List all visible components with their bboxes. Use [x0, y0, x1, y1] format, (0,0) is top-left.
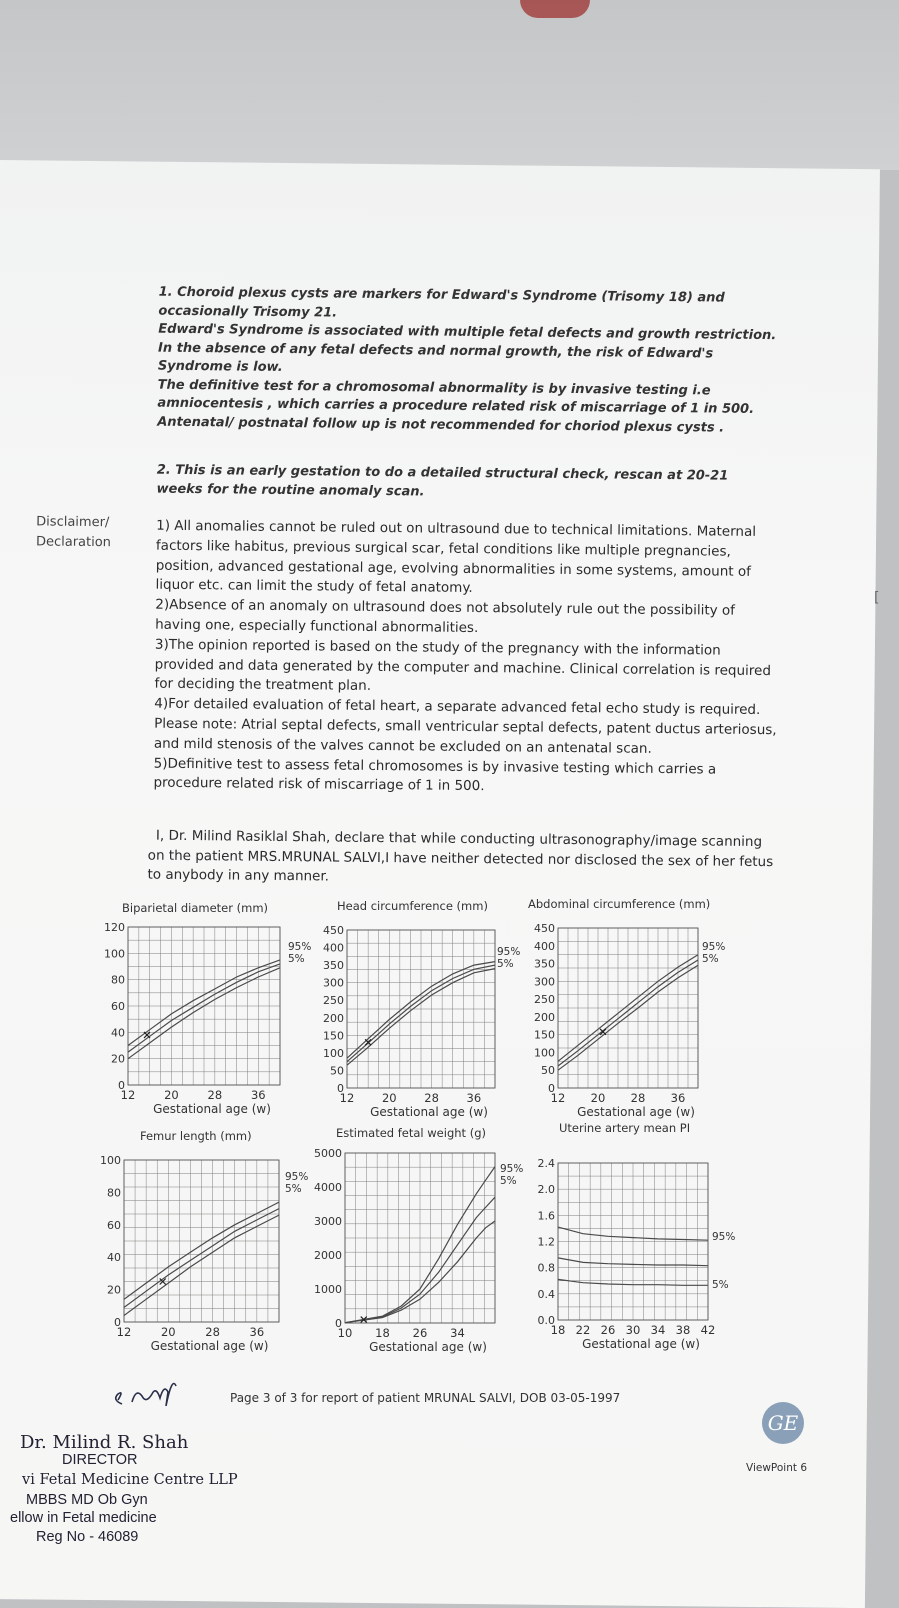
x-tick-label: 12: [116, 1325, 132, 1339]
page-footer: Page 3 of 3 for report of patient MRUNAL SALVI, DOB 03-05-1997: [230, 1391, 621, 1405]
x-tick-label: 28: [207, 1088, 223, 1102]
y-tick-label: 250: [534, 993, 555, 1007]
y-tick-label: 450: [323, 924, 344, 937]
note-1-line: Edward's Syndrome is associated with multiple fetal defects and growth restriction.: [158, 321, 777, 344]
edge-mark: [: [874, 590, 880, 606]
y-tick-label: 350: [534, 957, 555, 971]
measurement-marker: [144, 1032, 150, 1038]
disclaimer-item: 3)The opinion reported is based on the study of the pregnancy with the information provided and data generated by the computer and machine. Clinical correlation is required for deciding the treatment plan.: [154, 636, 772, 695]
y-tick-label: 0: [118, 1079, 125, 1092]
y-tick-label: 100: [100, 1154, 121, 1167]
doctor-title: DIRECTOR: [62, 1452, 138, 1468]
y-tick-label: 0: [335, 1317, 342, 1330]
x-tick-label: 28: [424, 1091, 439, 1105]
y-tick-label: 0: [548, 1082, 555, 1095]
doctor-centre: vi Fetal Medicine Centre LLP: [22, 1472, 238, 1488]
chart-title: Biparietal diameter (mm): [122, 901, 269, 915]
legend-95: 95%: [500, 1163, 524, 1175]
y-tick-label: 0: [337, 1082, 344, 1095]
disclaimer-label-1: Disclaimer/: [36, 514, 110, 531]
y-tick-label: 350: [323, 959, 344, 973]
x-tick-label: 20: [381, 1091, 397, 1105]
y-tick-label: 0.8: [537, 1261, 555, 1275]
note-2: 2. This is an early gestation to do a detailed structural check, rescan at 20-21 weeks for the routine anomaly scan.: [156, 462, 729, 499]
x-tick-label: 38: [675, 1323, 691, 1337]
y-tick-label: 250: [323, 994, 344, 1008]
x-axis-label: Gestational age (w): [150, 1339, 269, 1353]
chart-title: Estimated fetal weight (g): [336, 1126, 486, 1140]
x-axis-label: Gestational age (w): [370, 1105, 488, 1119]
x-tick-label: 36: [466, 1091, 482, 1105]
x-tick-label: 36: [670, 1091, 686, 1105]
y-tick-label: 20: [111, 1052, 125, 1066]
x-tick-label: 22: [575, 1323, 591, 1337]
x-tick-label: 20: [160, 1325, 176, 1339]
y-tick-label: 400: [323, 941, 344, 955]
handwritten-signature: [110, 1372, 220, 1417]
legend-5: 5%: [288, 953, 305, 965]
x-tick-label: 12: [120, 1088, 136, 1102]
note-1-line: The definitive test for a chromosomal abnormality is by invasive testing i.e amniocentesis , which carries a procedure related risk of miscarriage of 1 in 500.: [157, 377, 755, 417]
legend-5: 5%: [285, 1183, 302, 1195]
x-tick-label: 30: [625, 1323, 641, 1337]
doctor-fellowship: ellow in Fetal medicine: [10, 1510, 157, 1526]
x-axis-label: Gestational age (w): [153, 1102, 271, 1116]
disclaimer-item: 5)Definitive test to assess fetal chromosomes is by invasive testing which carries a procedure related risk of miscarriage of 1 in 500.: [153, 755, 717, 795]
x-tick-label: 20: [590, 1091, 606, 1105]
x-tick-label: 42: [700, 1323, 716, 1337]
x-tick-label: 28: [205, 1325, 220, 1339]
y-tick-label: 1.2: [537, 1235, 555, 1249]
x-tick-label: 20: [164, 1088, 179, 1102]
x-tick-label: 36: [249, 1325, 265, 1339]
y-tick-label: 100: [104, 947, 125, 961]
note-1-line: Antenatal/ postnatal follow up is not recommended for choriod plexus cysts .: [157, 414, 725, 436]
y-tick-label: 2.4: [537, 1157, 555, 1170]
viewpoint-label: ViewPoint 6: [746, 1462, 808, 1474]
note-1-line: In the absence of any fetal defects and normal growth, the risk of Edward's Syndrome is low.: [157, 340, 714, 375]
legend-95: 95%: [285, 1171, 309, 1183]
y-tick-label: 5000: [314, 1147, 342, 1160]
legend-5: 5%: [497, 958, 514, 970]
x-tick-label: 10: [337, 1326, 353, 1340]
y-tick-label: 150: [323, 1029, 344, 1043]
legend-5: 5%: [702, 953, 719, 965]
y-tick-label: 150: [534, 1028, 555, 1042]
y-tick-label: 200: [534, 1010, 555, 1024]
y-tick-label: 1000: [314, 1283, 342, 1296]
chart-title: Head circumference (mm): [337, 899, 488, 913]
x-tick-label: 18: [550, 1323, 566, 1337]
x-axis-label: Gestational age (w): [582, 1337, 700, 1351]
y-tick-label: 0: [114, 1316, 121, 1329]
declaration-text: I, Dr. Milind Rasiklal Shah, declare that while conducting ultrasonography/image scanning on the patient MRS.MRUNAL SALVI,I have neither detected nor disclosed the sex of her fetus to anybody in any manner.: [147, 827, 774, 885]
legend-5: 5%: [712, 1279, 729, 1291]
chart-title: Femur length (mm): [140, 1129, 252, 1143]
y-tick-label: 120: [104, 921, 125, 934]
ge-logo: GE: [762, 1402, 804, 1444]
x-tick-label: 12: [550, 1091, 566, 1105]
x-tick-label: 18: [375, 1326, 390, 1340]
legend-5: 5%: [500, 1175, 517, 1187]
y-tick-label: 100: [323, 1046, 344, 1060]
note-1-line: 1. Choroid plexus cysts are markers for Edward's Syndrome (Trisomy 18) and occasionally Trisomy 21.: [158, 284, 725, 321]
y-tick-label: 400: [534, 939, 555, 953]
disclaimer-item: 1) All anomalies cannot be ruled out on ultrasound due to technical limitations. Maternal factors like habitus, previous surgical scar, fetal conditions like multiple pregnancies, position, advanced gestational age, evolving abnormalities in some systems, amount of liquor etc. can limit the study of fetal anatomy.: [155, 517, 757, 597]
legend-95: 95%: [702, 941, 726, 953]
x-tick-label: 12: [339, 1091, 355, 1105]
y-tick-label: 300: [534, 975, 555, 989]
legend-95: 95%: [288, 941, 312, 953]
y-tick-label: 0.4: [537, 1287, 555, 1301]
y-tick-label: 50: [541, 1064, 555, 1078]
y-tick-label: 80: [107, 1186, 121, 1200]
y-tick-label: 300: [323, 976, 344, 990]
y-tick-label: 100: [534, 1046, 555, 1060]
y-tick-label: 60: [107, 1218, 121, 1232]
x-tick-label: 36: [250, 1088, 266, 1102]
x-tick-label: 26: [600, 1323, 616, 1337]
y-tick-label: 40: [111, 1026, 125, 1040]
legend-95: 95%: [497, 946, 521, 958]
x-tick-label: 34: [450, 1326, 465, 1340]
doctor-reg: Reg No - 46089: [36, 1529, 139, 1545]
legend-95: 95%: [712, 1231, 736, 1243]
chart-title: Uterine artery mean PI: [559, 1121, 691, 1135]
y-tick-label: 1.6: [537, 1209, 555, 1223]
y-tick-label: 2000: [314, 1249, 342, 1262]
y-tick-label: 20: [107, 1283, 121, 1297]
x-axis-label: Gestational age (w): [577, 1105, 695, 1119]
y-tick-label: 4000: [314, 1181, 342, 1194]
y-tick-label: 80: [111, 973, 125, 987]
x-tick-label: 34: [650, 1323, 666, 1337]
x-tick-label: 28: [630, 1091, 646, 1105]
disclaimer-label-2: Declaration: [35, 534, 112, 551]
chart-title: Abdominal circumference (mm): [528, 897, 711, 911]
y-tick-label: 2.0: [537, 1183, 555, 1197]
doctor-name: Dr. Milind R. Shah: [20, 1432, 189, 1453]
y-tick-label: 3000: [314, 1215, 342, 1228]
disclaimer-item: 2)Absence of an anomaly on ultrasound does not absolutely rule out the possibility of having one, especially functional abnormalities.: [155, 596, 736, 637]
x-tick-label: 26: [412, 1326, 428, 1340]
y-tick-label: 0.0: [537, 1314, 555, 1327]
doctor-degree: MBBS MD Ob Gyn: [26, 1492, 148, 1508]
y-tick-label: 50: [330, 1064, 344, 1078]
x-axis-label: Gestational age (w): [369, 1340, 487, 1354]
y-tick-label: 60: [111, 1000, 125, 1013]
disclaimer-item: 4)For detailed evaluation of fetal heart, a separate advanced fetal echo study is required. Please note: Atrial septal defects, small ventricular septal defects, patent ductus arteriosus, and mild stenosis of the valves cannot be excluded on an antenatal scan.: [153, 695, 777, 757]
y-tick-label: 40: [107, 1251, 121, 1265]
y-tick-label: 200: [323, 1011, 344, 1025]
y-tick-label: 450: [534, 922, 555, 935]
